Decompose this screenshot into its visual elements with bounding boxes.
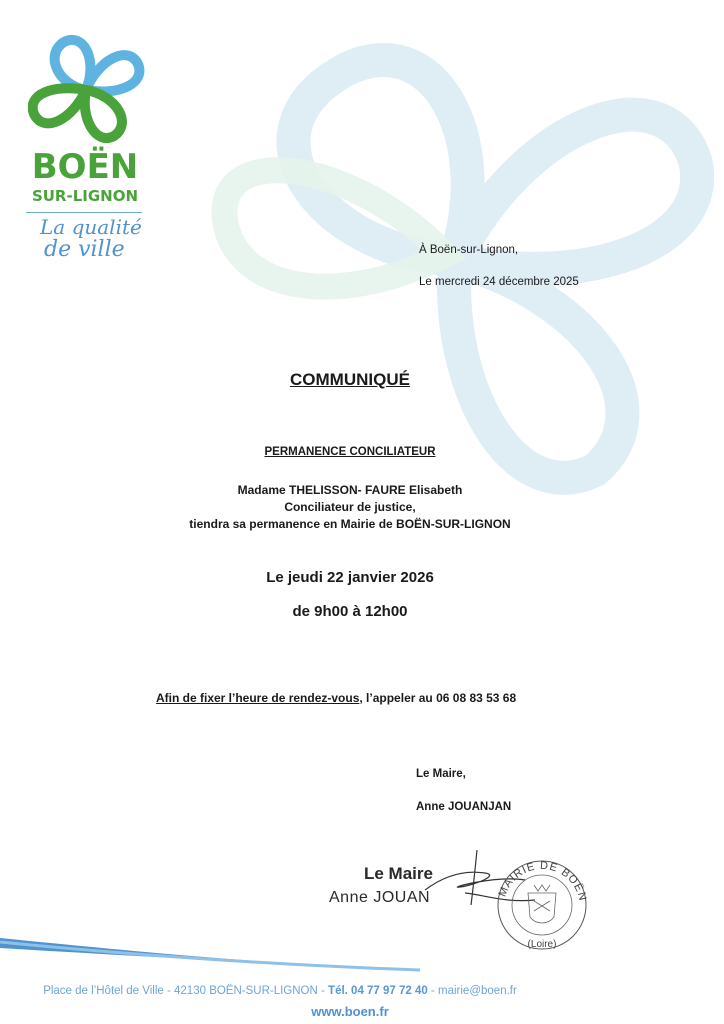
contact-line (156, 691, 516, 705)
stamp-title: Le Maire (364, 864, 433, 883)
logo-name: BOËN (31, 147, 139, 187)
logo-tagline-1: La qualité (40, 215, 142, 239)
schedule-date: Le jeudi 22 janvier 2026 (266, 569, 434, 586)
footer-website: www.boen.fr (311, 1004, 389, 1019)
schedule-time: de 9h00 à 12h00 (292, 603, 408, 620)
clover-logo-icon (28, 30, 146, 148)
letter-date: Le mercredi 24 décembre 2025 (419, 276, 579, 288)
document-subject: PERMANENCE CONCILIATEUR (264, 446, 436, 458)
contact-phone-text: , l’appeler au 06 08 83 53 68 (359, 691, 517, 705)
logo-divider (26, 212, 142, 213)
stamp-name: Anne JOUAN (329, 889, 431, 906)
footer-swoosh (0, 930, 724, 980)
footer-address-text: Place de l’Hôtel de Ville - 42130 BOËN-SUR-LIGNON - (43, 985, 329, 997)
footer-email: - mairie@boen.fr (427, 985, 517, 997)
body-line-3: tiendra sa permanence en Mairie de BOËN-SUR-LIGNON (189, 517, 511, 531)
logo-tagline-2: de ville (44, 237, 125, 262)
signatory-title: Le Maire, (416, 768, 466, 780)
svg-text:MAIRIE DE BOËN (497, 860, 589, 903)
signatory-name: Anne JOUANJAN (416, 801, 512, 813)
contact-underlined: Afin de fixer l’heure de rendez-vous (156, 691, 360, 705)
footer-phone: Tél. 04 77 97 72 40 (328, 985, 428, 997)
seal-text-bottom: (Loire) (527, 939, 557, 950)
announcement-body (0, 482, 700, 533)
city-logo (26, 30, 156, 270)
letter-place: À Boën-sur-Lignon, (419, 244, 519, 256)
body-line-2: Conciliateur de justice, (284, 500, 416, 514)
body-line-1: Madame THELISSON- FAURE Elisabeth (237, 483, 463, 497)
logo-subname: SUR-LIGNON (31, 187, 139, 205)
seal-text-top: MAIRIE DE BOËN (496, 859, 589, 903)
footer-address (0, 985, 560, 997)
document-title: COMMUNIQUÉ (290, 370, 410, 389)
